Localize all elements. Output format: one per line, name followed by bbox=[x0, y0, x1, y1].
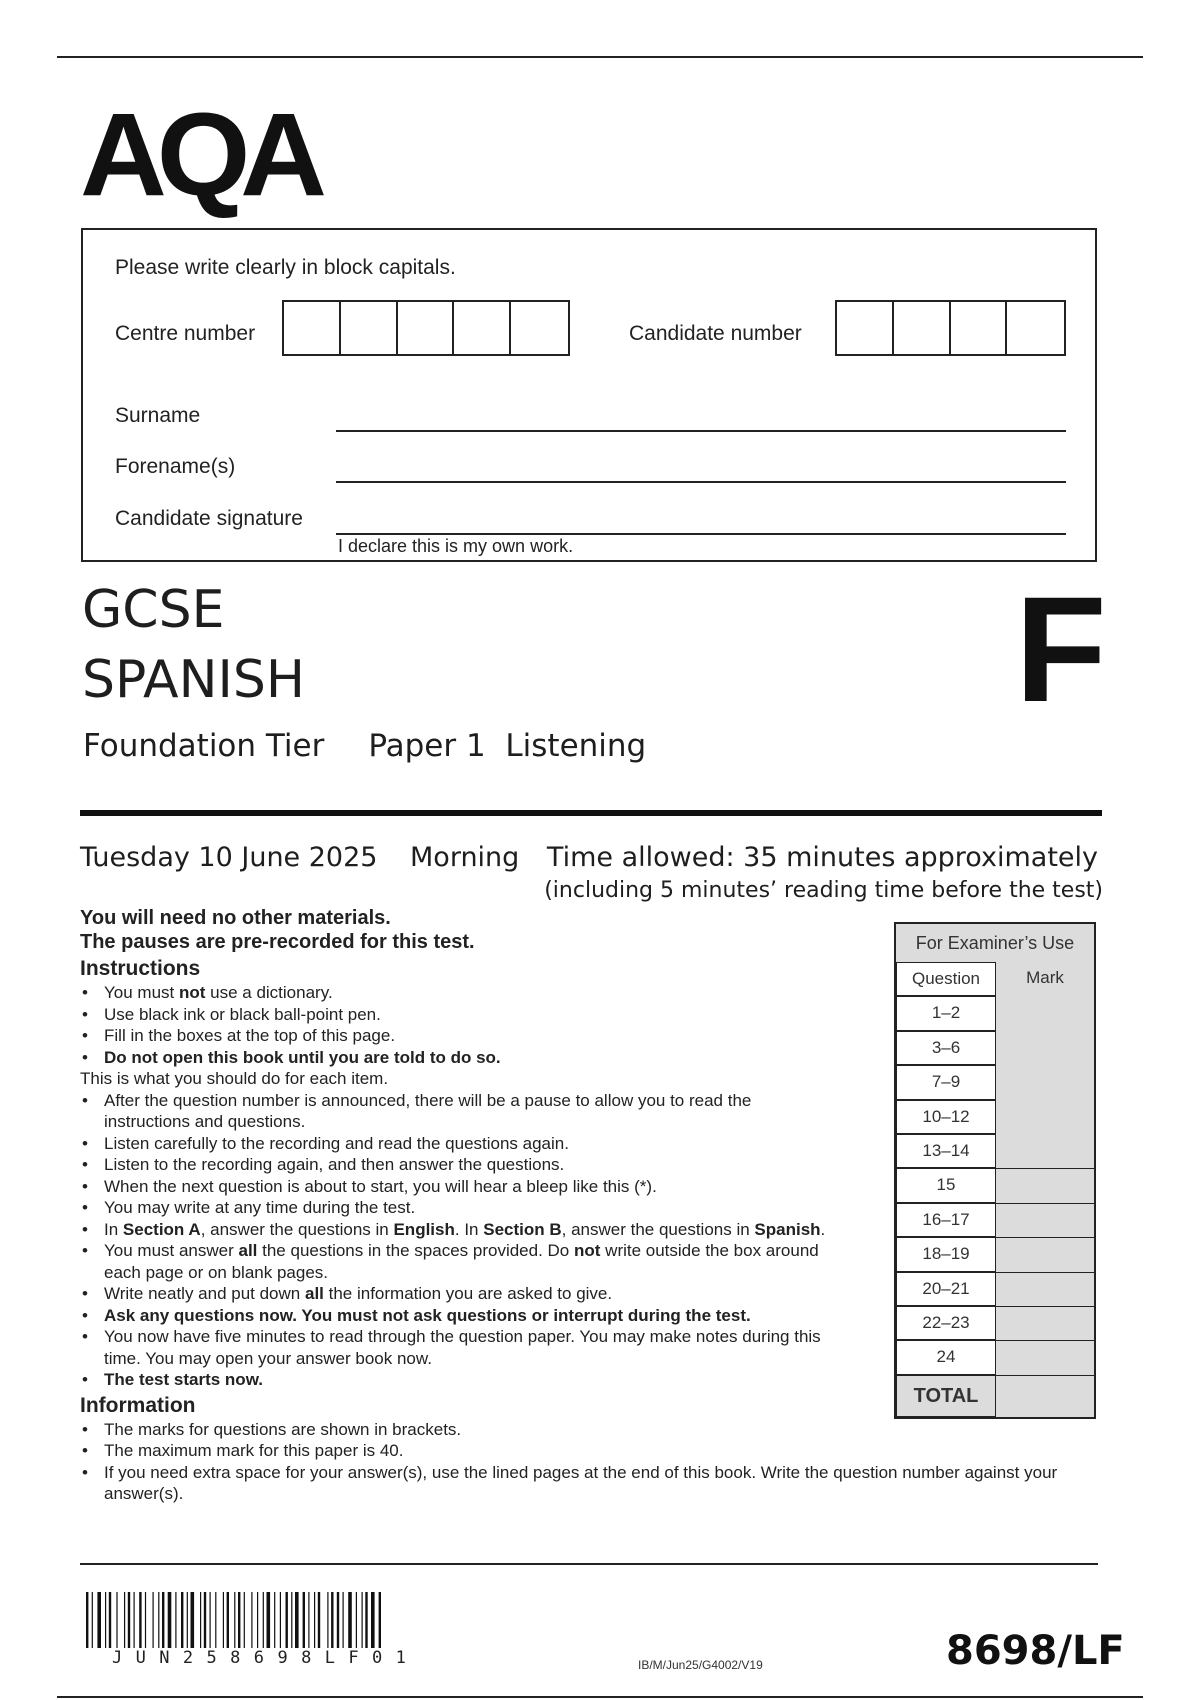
barcode-bar bbox=[153, 1592, 154, 1648]
instruction-item: • When the next question is about to start, you will hear a bleep like this (*). bbox=[104, 1176, 840, 1198]
mark-cell[interactable] bbox=[996, 1100, 1094, 1134]
tier-letter: F bbox=[1015, 565, 1107, 733]
candidate-number-digit-box[interactable] bbox=[1007, 302, 1064, 354]
surname-field[interactable] bbox=[336, 430, 1066, 432]
instruction-item: • Use black ink or black ball-point pen. bbox=[104, 1004, 840, 1026]
barcode-bar bbox=[356, 1592, 357, 1648]
materials-line: You will need no other materials. bbox=[80, 907, 391, 929]
barcode-bar bbox=[331, 1592, 333, 1648]
barcode-bar bbox=[337, 1592, 339, 1648]
total-row bbox=[896, 1375, 1094, 1417]
declaration-text: I declare this is my own work. bbox=[338, 536, 574, 556]
total-label: TOTAL bbox=[896, 1375, 996, 1417]
instruction-item: • You must answer all the questions in the spaces provided. Do not write outside the box around each page or on blank pages. bbox=[104, 1240, 840, 1283]
barcode-bar bbox=[116, 1592, 117, 1648]
barcode-bar bbox=[139, 1592, 141, 1648]
examiner-table-row bbox=[896, 1203, 1094, 1237]
centre-number-boxes[interactable] bbox=[282, 300, 570, 356]
question-range-cell: 24 bbox=[896, 1340, 996, 1374]
information-item: • The marks for questions are shown in brackets. bbox=[104, 1419, 1124, 1441]
question-range-cell: 15 bbox=[896, 1168, 996, 1202]
barcode-bar bbox=[168, 1592, 172, 1648]
barcode-bar bbox=[134, 1592, 135, 1648]
question-range-cell: 22–23 bbox=[896, 1306, 996, 1340]
mark-cell[interactable] bbox=[996, 1340, 1094, 1374]
centre-number-digit-box[interactable] bbox=[398, 302, 455, 354]
barcode-text: JUN258698LF01 bbox=[112, 1648, 420, 1668]
barcode-bar bbox=[92, 1592, 93, 1648]
barcode-bar bbox=[379, 1592, 381, 1648]
information-item: • The maximum mark for this paper is 40. bbox=[104, 1440, 1124, 1462]
barcode-bar bbox=[109, 1592, 111, 1648]
barcode-bar bbox=[257, 1592, 258, 1648]
examiner-table-row bbox=[896, 1272, 1094, 1306]
examiner-table-row bbox=[896, 1340, 1094, 1374]
exam-session: Morning bbox=[410, 842, 520, 873]
information-heading: Information bbox=[80, 1393, 196, 1417]
barcode-bar bbox=[238, 1592, 240, 1648]
mark-column-header: Mark bbox=[1026, 968, 1064, 987]
candidate-number-boxes[interactable] bbox=[835, 300, 1066, 356]
forename-field[interactable] bbox=[336, 481, 1066, 483]
paper-label: Paper 1 Listening bbox=[368, 728, 647, 764]
examiner-use-table bbox=[894, 922, 1096, 1419]
barcode-bar bbox=[158, 1592, 159, 1648]
question-range-cell: 10–12 bbox=[896, 1100, 996, 1134]
barcode-bar bbox=[365, 1592, 367, 1648]
information-item: • If you need extra space for your answer(s), use the lined pages at the end of this book. Write the question number against your answer(s). bbox=[104, 1462, 1124, 1505]
barcode-bar bbox=[124, 1592, 125, 1648]
paper-code: 8698/LF bbox=[946, 1628, 1125, 1674]
examiner-table-row bbox=[896, 1134, 1094, 1168]
instruction-item: • Write neatly and put down all the information you are asked to give. bbox=[104, 1283, 840, 1305]
barcode-bar bbox=[215, 1592, 216, 1648]
examiner-table-row bbox=[896, 1065, 1094, 1099]
signature-field[interactable] bbox=[336, 533, 1066, 535]
barcode-bar bbox=[204, 1592, 206, 1648]
instruction-item: • After the question number is announced, there will be a pause to allow you to read the instructions and questions. bbox=[104, 1090, 840, 1133]
barcode-bar bbox=[187, 1592, 188, 1648]
instruction-item: • You may write at any time during the test. bbox=[104, 1197, 840, 1219]
barcode-bar bbox=[251, 1592, 252, 1648]
question-range-cell: 20–21 bbox=[896, 1272, 996, 1306]
barcode-bar bbox=[280, 1592, 281, 1648]
mark-cell[interactable] bbox=[996, 1203, 1094, 1237]
pauses-line: The pauses are pre-recorded for this test. bbox=[80, 931, 475, 953]
examiner-table-row bbox=[896, 1237, 1094, 1271]
candidate-number-label: Candidate number bbox=[629, 322, 802, 345]
instruction-item: • Listen carefully to the recording and read the questions again. bbox=[104, 1133, 840, 1155]
barcode-bar bbox=[286, 1592, 288, 1648]
barcode-bar bbox=[318, 1592, 320, 1648]
exam-date: Tuesday 10 June 2025 bbox=[80, 842, 378, 873]
tier-label: Foundation Tier bbox=[83, 728, 325, 764]
signature-label: Candidate signature bbox=[115, 507, 303, 530]
instruction-item: • You must not use a dictionary. bbox=[104, 982, 840, 1004]
block-capitals-instruction: Please write clearly in block capitals. bbox=[115, 256, 456, 279]
top-rule bbox=[57, 56, 1143, 58]
barcode-bar bbox=[291, 1592, 292, 1648]
mark-cell[interactable] bbox=[996, 1168, 1094, 1202]
question-range-cell: 1–2 bbox=[896, 996, 996, 1030]
centre-number-label: Centre number bbox=[115, 322, 256, 345]
barcode-bar bbox=[162, 1592, 164, 1648]
examiner-table-row bbox=[896, 1031, 1094, 1065]
examiner-table-row bbox=[896, 1306, 1094, 1340]
total-mark-cell[interactable] bbox=[996, 1375, 1094, 1417]
mark-cell[interactable] bbox=[996, 1237, 1094, 1271]
barcode-bar bbox=[145, 1592, 146, 1648]
instruction-item: • You now have five minutes to read through the question paper. You may make notes during this time. You may open your answer book now. bbox=[104, 1326, 840, 1369]
instruction-item: • The test starts now. bbox=[104, 1369, 840, 1391]
barcode-bar bbox=[303, 1592, 305, 1648]
instructions-list-b bbox=[80, 1090, 840, 1391]
mark-cell[interactable] bbox=[996, 1031, 1094, 1065]
aqa-logo: AQA bbox=[80, 89, 317, 221]
barcode-bar bbox=[314, 1592, 315, 1648]
barcode-bar bbox=[223, 1592, 224, 1648]
question-range-cell: 18–19 bbox=[896, 1237, 996, 1271]
barcode-bar bbox=[175, 1592, 176, 1648]
centre-number-digit-box[interactable] bbox=[454, 302, 511, 354]
instruction-item: • Do not open this book until you are told to do so. bbox=[104, 1047, 840, 1069]
question-range-cell: 3–6 bbox=[896, 1031, 996, 1065]
footer-divider bbox=[80, 1563, 1098, 1565]
barcode-bar bbox=[244, 1592, 245, 1648]
barcode-bar bbox=[227, 1592, 229, 1648]
barcode-bar bbox=[181, 1592, 183, 1648]
mark-cell[interactable] bbox=[996, 1134, 1094, 1168]
instruction-item: • Listen to the recording again, and then answer the questions. bbox=[104, 1154, 840, 1176]
instruction-item: • Fill in the boxes at the top of this page. bbox=[104, 1025, 840, 1047]
tier-paper-line bbox=[83, 728, 690, 764]
examiner-table-header bbox=[896, 962, 1094, 996]
question-column-header: Question bbox=[896, 962, 996, 996]
reading-time: (including 5 minutes’ reading time before the test) bbox=[544, 878, 1103, 903]
barcode-bar bbox=[191, 1592, 195, 1648]
centre-number-digit-box[interactable] bbox=[341, 302, 398, 354]
instructions-list-a bbox=[80, 982, 840, 1068]
question-range-cell: 16–17 bbox=[896, 1203, 996, 1237]
barcode-bar bbox=[210, 1592, 211, 1648]
information-list bbox=[80, 1419, 1124, 1505]
qualification-title: GCSE bbox=[82, 580, 225, 640]
examiner-table-row bbox=[896, 1168, 1094, 1202]
barcode-bar bbox=[105, 1592, 106, 1648]
barcode-bar bbox=[327, 1592, 328, 1648]
barcode-bar bbox=[128, 1592, 130, 1648]
centre-number-digit-box[interactable] bbox=[511, 302, 568, 354]
time-allowed: Time allowed: 35 minutes approximately bbox=[546, 842, 1098, 873]
examiner-table-row bbox=[896, 996, 1094, 1030]
question-range-cell: 13–14 bbox=[896, 1134, 996, 1168]
forename-label: Forename(s) bbox=[115, 455, 236, 478]
barcode-bar bbox=[263, 1592, 264, 1648]
barcode-bar bbox=[200, 1592, 201, 1648]
reference-code: IB/M/Jun25/G4002/V19 bbox=[638, 1658, 763, 1672]
question-range-cell: 7–9 bbox=[896, 1065, 996, 1099]
barcode-image bbox=[86, 1592, 496, 1648]
barcode-bar bbox=[86, 1592, 88, 1648]
barcode-bar bbox=[295, 1592, 299, 1648]
candidate-number-digit-box[interactable] bbox=[951, 302, 1008, 354]
candidate-details-box bbox=[81, 228, 1097, 562]
instructions-heading: Instructions bbox=[80, 957, 201, 980]
instruction-item: • In Section A, answer the questions in English. In Section B, answer the questions in Spanish. bbox=[104, 1219, 840, 1241]
title-divider bbox=[80, 810, 1102, 816]
mark-cell[interactable] bbox=[996, 1306, 1094, 1340]
mark-cell[interactable] bbox=[996, 1065, 1094, 1099]
barcode-bar bbox=[267, 1592, 271, 1648]
mark-cell[interactable] bbox=[996, 1272, 1094, 1306]
barcode-bar bbox=[97, 1592, 101, 1648]
examiner-table-row bbox=[896, 1100, 1094, 1134]
each-item-line: This is what you should do for each item. bbox=[80, 1069, 389, 1088]
barcode-bar bbox=[371, 1592, 375, 1648]
examiner-table-title: For Examiner’s Use bbox=[915, 933, 1075, 953]
surname-label: Surname bbox=[115, 404, 201, 427]
mark-cell[interactable] bbox=[996, 996, 1094, 1030]
barcode-bar bbox=[274, 1592, 275, 1648]
bottom-rule bbox=[57, 1696, 1143, 1698]
candidate-number-digit-box[interactable] bbox=[837, 302, 894, 354]
barcode-bar bbox=[343, 1592, 344, 1648]
barcode-bar bbox=[234, 1592, 235, 1648]
centre-number-digit-box[interactable] bbox=[284, 302, 341, 354]
barcode-bar bbox=[348, 1592, 352, 1648]
barcode-bar bbox=[308, 1592, 309, 1648]
candidate-number-digit-box[interactable] bbox=[894, 302, 951, 354]
instruction-item: • Ask any questions now. You must not ask questions or interrupt during the test. bbox=[104, 1305, 840, 1327]
barcode-bar bbox=[362, 1592, 363, 1648]
subject-title: SPANISH bbox=[82, 650, 305, 710]
